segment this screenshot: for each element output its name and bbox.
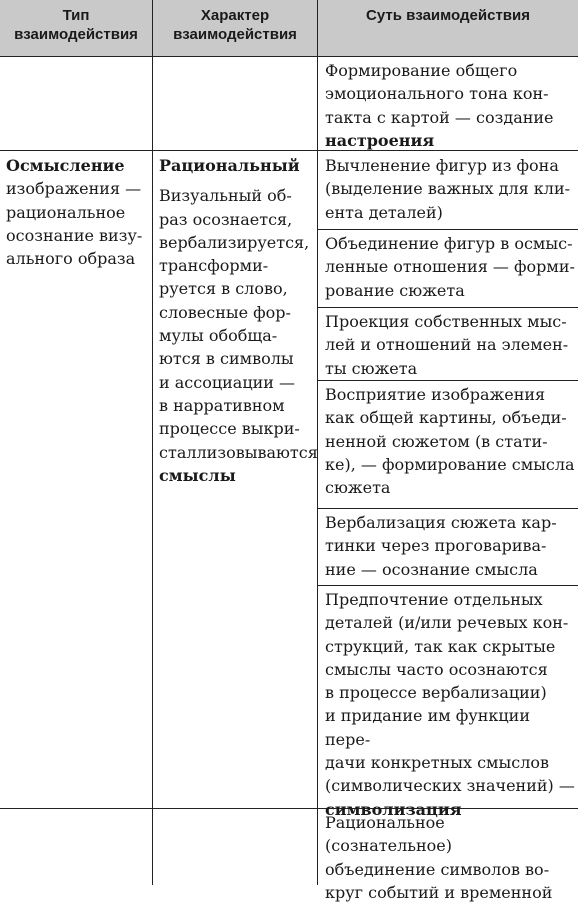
essence-cell-symbols: Рациональное (сознательное) объединение символов во- круг событий и временной [325, 813, 553, 902]
header-type: Тип взаимодействия [14, 7, 138, 43]
type-cell-comprehension: Осмысление изображения — рациональное осознание визу- ального образа [6, 156, 143, 269]
header-character: Характер взаимодействия [173, 7, 297, 43]
row-divider [317, 380, 578, 381]
row-divider [0, 56, 578, 57]
essence-item: Предпочтение отдельных деталей (и/или речевых кон- струкций, так как скрытые смыслы часто осознаются в процессе вербализации) и придание им функции пере- дачи конкретных смыслов (символических значений) — символизация [325, 590, 575, 819]
essence-cell-mood: Формирование общего эмоционального тона кон- такта с картой — создание настроения [325, 61, 554, 150]
character-cell-rational: Рациональный Визуальный об- раз осознается, вербализируется, трансформи- руется в слово, словесные фор- мулы обобща- ются в символы и ассоциации — в нарративном процессе выкри- сталлизовываются смыслы [159, 156, 318, 485]
row-divider [317, 585, 578, 586]
essence-item: Объединение фигур в осмыс- ленные отношения — форми- рование сюжета [325, 234, 575, 300]
row-divider [317, 229, 578, 230]
header-essence: Суть взаимодействия [366, 7, 530, 24]
essence-item: Восприятие изображения как общей картины, объеди- ненной сюжетом (в стати- ке), — формирование смысла сюжета [325, 385, 575, 498]
essence-item: Вычленение фигур из фона (выделение важных для кли- ента деталей) [325, 156, 571, 222]
column-divider [152, 0, 153, 885]
essence-item: Проекция собственных мыс- лей и отношений на элемен- ты сюжета [325, 312, 569, 378]
row-divider [317, 508, 578, 509]
row-divider [317, 307, 578, 308]
essence-item: Вербализация сюжета кар- тинки через проговарива- ние — осознание смысла [325, 513, 557, 579]
